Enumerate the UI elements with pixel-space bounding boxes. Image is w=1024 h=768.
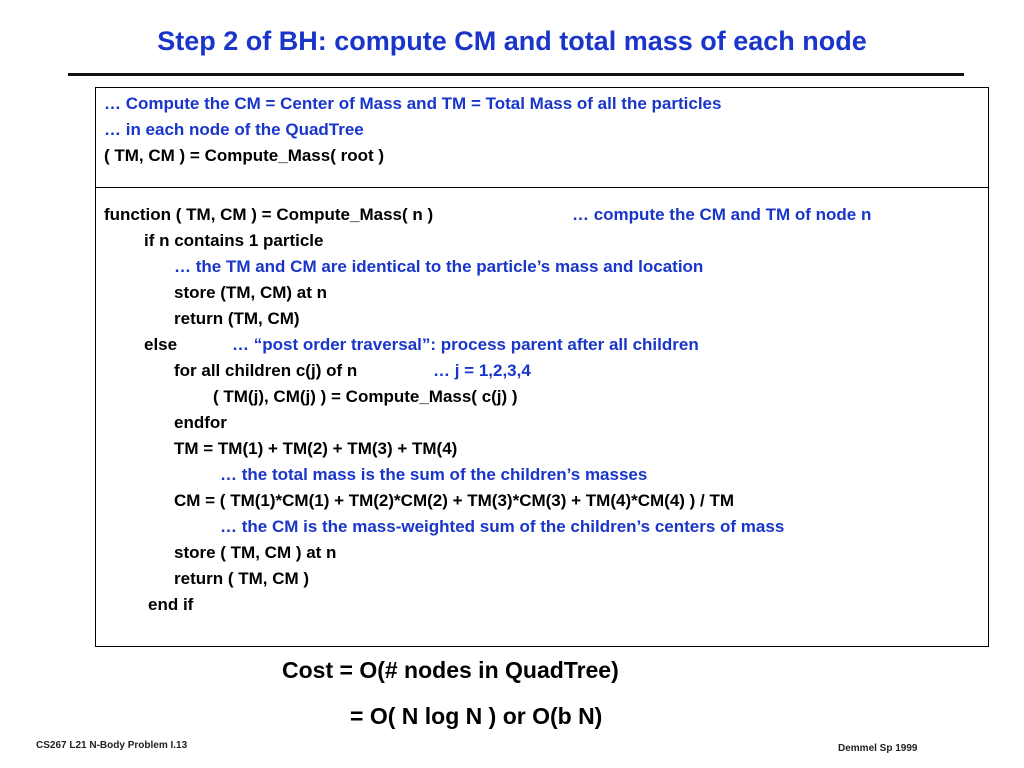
code-return-line: return (TM, CM) <box>174 309 300 328</box>
function-signature: function ( TM, CM ) = Compute_Mass( n ) <box>104 205 434 224</box>
cost-line-2: = O( N log N ) or O(b N) <box>350 703 603 729</box>
code-comment-j: … j = 1,2,3,4 <box>433 361 531 380</box>
code-for-line: for all children c(j) of n <box>174 361 358 380</box>
function-comment: … compute the CM and TM of node n <box>572 205 872 224</box>
code-endif-line: end if <box>148 595 194 614</box>
code-else-line: else <box>144 335 178 354</box>
code-return-line-2: return ( TM, CM ) <box>174 569 310 588</box>
header-comment-line-2: … in each node of the QuadTree <box>104 120 364 139</box>
cost-line-1: Cost = O(# nodes in QuadTree) <box>282 657 619 683</box>
code-comment-identical: … the TM and CM are identical to the particle’s mass and location <box>174 257 704 276</box>
code-store-line-2: store ( TM, CM ) at n <box>174 543 337 562</box>
footer-left: CS267 L21 N-Body Problem I.13 <box>36 740 188 751</box>
code-comment-post-order: … “post order traversal”: process parent after all children <box>232 335 699 354</box>
code-cm-line: CM = ( TM(1)*CM(1) + TM(2)*CM(2) + TM(3)*CM(3) + TM(4)*CM(4) ) / TM <box>174 491 735 510</box>
code-endfor-line: endfor <box>174 413 227 432</box>
footer-right: Demmel Sp 1999 <box>838 743 918 754</box>
code-tm-line: TM = TM(1) + TM(2) + TM(3) + TM(4) <box>174 439 458 458</box>
header-call-line: ( TM, CM ) = Compute_Mass( root ) <box>104 146 385 165</box>
code-if-line: if n contains 1 particle <box>144 231 324 250</box>
title-underline <box>68 73 964 76</box>
header-comment-line-1: … Compute the CM = Center of Mass and TM = Total Mass of all the particles <box>104 94 722 113</box>
slide-title: Step 2 of BH: compute CM and total mass of each node <box>157 26 867 56</box>
code-comment-total-mass: … the total mass is the sum of the children’s masses <box>220 465 648 484</box>
code-recursive-call: ( TM(j), CM(j) ) = Compute_Mass( c(j) ) <box>213 387 518 406</box>
code-comment-cm: … the CM is the mass-weighted sum of the children’s centers of mass <box>220 517 785 536</box>
code-store-line: store (TM, CM) at n <box>174 283 327 302</box>
